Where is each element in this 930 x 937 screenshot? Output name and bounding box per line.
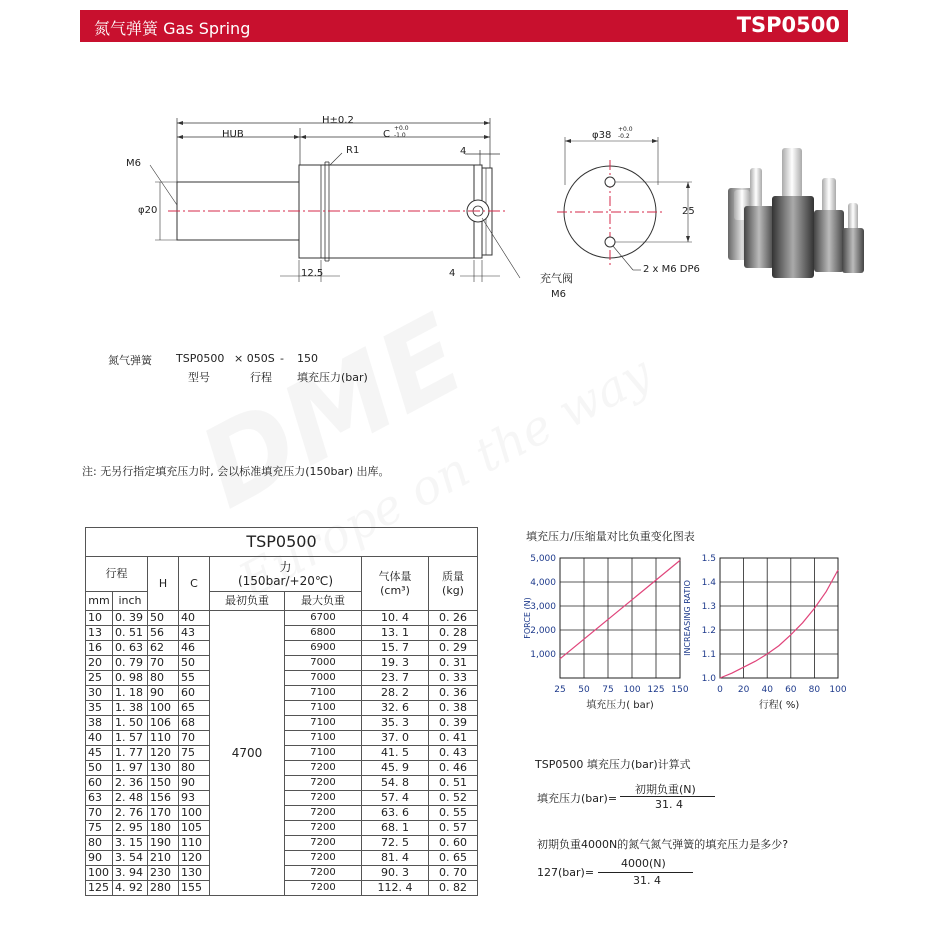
formula-lhs: 填充压力(bar)= <box>537 792 618 805</box>
table-cell: 70 <box>86 806 113 821</box>
table-cell: 130 <box>179 866 210 881</box>
table-cell: 90 <box>179 776 210 791</box>
dim-holes: 2 x M6 DP6 <box>643 264 700 275</box>
col-H: H <box>148 557 179 611</box>
table-cell: 1. 57 <box>113 731 148 746</box>
force-sub: (150bar/+20℃) <box>237 574 333 588</box>
formula-title: TSP0500 填充压力(bar)计算式 <box>535 758 691 771</box>
table-cell: 7200 <box>285 806 362 821</box>
table-cell: 0. 26 <box>429 611 478 626</box>
table-cell: 13 <box>86 626 113 641</box>
table-cell: 60 <box>86 776 113 791</box>
table-row <box>86 611 478 626</box>
table-cell: 120 <box>148 746 179 761</box>
col-force <box>210 557 362 592</box>
table-cell: 170 <box>148 806 179 821</box>
table-cell: 32. 6 <box>362 701 429 716</box>
table-cell: 190 <box>148 836 179 851</box>
table-cell: 63. 6 <box>362 806 429 821</box>
dim-R1: R1 <box>346 145 360 156</box>
example-lhs: 127(bar)= <box>537 866 595 879</box>
y-tick-label: 3,000 <box>530 602 556 612</box>
force-label: 力 <box>279 560 292 574</box>
table-cell: 100 <box>148 701 179 716</box>
col-inch: inch <box>113 592 148 611</box>
table-cell: 68. 1 <box>362 821 429 836</box>
table-cell: 7000 <box>285 656 362 671</box>
table-cell: 0. 51 <box>113 626 148 641</box>
table-cell: 75 <box>86 821 113 836</box>
table-cell: 120 <box>179 851 210 866</box>
table-cell: 0. 82 <box>429 881 478 896</box>
table-cell: 3. 94 <box>113 866 148 881</box>
volume-unit: (cm³) <box>380 583 410 597</box>
dim-C: C <box>383 129 390 140</box>
table-cell: 60 <box>179 686 210 701</box>
table-cell: 100 <box>179 806 210 821</box>
table-cell: 6900 <box>285 641 362 656</box>
table-cell: 155 <box>179 881 210 896</box>
table-cell: 0. 29 <box>429 641 478 656</box>
dim-d38-tol-top: +0.0 <box>618 126 633 133</box>
y-tick-label: 1.0 <box>701 674 716 684</box>
table-cell: 75 <box>179 746 210 761</box>
valve-label: 充气阀 <box>540 272 573 285</box>
chart-section-title: 填充压力/压缩量对比负重变化图表 <box>526 530 695 543</box>
table-cell: 62 <box>148 641 179 656</box>
order-label-pressure: 填充压力(bar) <box>297 371 368 384</box>
order-dash: - <box>280 352 284 365</box>
col-max-force: 最大负重 <box>285 592 362 611</box>
example-denominator: 31. 4 <box>633 874 661 887</box>
x-tick-label: 40 <box>761 685 773 695</box>
table-cell: 0. 33 <box>429 671 478 686</box>
order-name: 氮气弹簧 <box>108 354 152 367</box>
table-cell: 0. 70 <box>429 866 478 881</box>
table-cell: 70 <box>148 656 179 671</box>
formula-fraction-bar <box>620 796 715 797</box>
x-tick-label: 20 <box>737 685 750 695</box>
y-tick-label: 2,000 <box>530 626 556 636</box>
dim-C-tol-bot: -1.0 <box>394 132 406 139</box>
y-axis-label: INCREASING RATIO <box>683 580 692 656</box>
y-tick-label: 1.4 <box>701 578 716 588</box>
table-cell: 70 <box>179 731 210 746</box>
table-cell: 0. 39 <box>429 716 478 731</box>
table-cell: 0. 31 <box>429 656 478 671</box>
table-cell: 7100 <box>285 716 362 731</box>
table-cell: 230 <box>148 866 179 881</box>
table-cell: 110 <box>179 836 210 851</box>
mass-unit: (kg) <box>442 583 464 597</box>
plot-frame <box>560 558 680 678</box>
x-tick-label: 50 <box>578 685 590 695</box>
table-cell: 7000 <box>285 671 362 686</box>
dim-C-tol-top: +0.0 <box>394 125 409 132</box>
dim-4-top: 4 <box>460 146 467 157</box>
end-view-drawing <box>545 125 715 285</box>
table-cell: 35. 3 <box>362 716 429 731</box>
table-cell: 90. 3 <box>362 866 429 881</box>
table-cell: 0. 41 <box>429 731 478 746</box>
table-cell: 0. 28 <box>429 626 478 641</box>
table-cell: 80 <box>148 671 179 686</box>
table-cell: 41. 5 <box>362 746 429 761</box>
table-cell: 7100 <box>285 746 362 761</box>
example-fraction-bar <box>598 872 693 873</box>
table-cell: 180 <box>148 821 179 836</box>
table-cell: 6700 <box>285 611 362 626</box>
table-cell: 0. 46 <box>429 761 478 776</box>
table-cell: 54. 8 <box>362 776 429 791</box>
dim-4-bot: 4 <box>449 268 456 279</box>
volume-label: 气体量 <box>378 569 412 583</box>
formula-denominator: 31. 4 <box>655 798 683 811</box>
table-cell: 7200 <box>285 821 362 836</box>
table-cell: 7100 <box>285 731 362 746</box>
table-cell: 1. 50 <box>113 716 148 731</box>
table-cell: 0. 38 <box>429 701 478 716</box>
table-cell: 1. 77 <box>113 746 148 761</box>
table-cell: 7100 <box>285 686 362 701</box>
table-cell: 45 <box>86 746 113 761</box>
table-cell: 0. 51 <box>429 776 478 791</box>
x-tick-label: 80 <box>808 685 821 695</box>
table-cell: 100 <box>86 866 113 881</box>
table-cell: 90 <box>86 851 113 866</box>
table-cell: 46 <box>179 641 210 656</box>
table-cell: 150 <box>148 776 179 791</box>
table-cell: 68 <box>179 716 210 731</box>
table-cell: 50 <box>179 656 210 671</box>
table-cell: 0. 79 <box>113 656 148 671</box>
spec-table <box>85 527 478 896</box>
x-axis-label: 行程( %) <box>758 700 800 711</box>
table-cell: 0. 39 <box>113 611 148 626</box>
table-cell: 80 <box>86 836 113 851</box>
table-cell: 0. 43 <box>429 746 478 761</box>
x-tick-label: 0 <box>717 685 723 695</box>
plot-frame <box>720 558 838 678</box>
table-cell: 80 <box>179 761 210 776</box>
table-cell: 106 <box>148 716 179 731</box>
y-tick-label: 1.3 <box>701 602 716 612</box>
table-cell: 37. 0 <box>362 731 429 746</box>
pressure-note: 注: 无另行指定填充压力时, 会以标准填充压力(150bar) 出库。 <box>82 465 390 478</box>
y-axis-label: FORCE (N) <box>523 597 532 639</box>
order-model: TSP0500 <box>176 352 225 365</box>
table-cell: 15. 7 <box>362 641 429 656</box>
table-cell: 93 <box>179 791 210 806</box>
table-cell: 2. 48 <box>113 791 148 806</box>
table-cell: 72. 5 <box>362 836 429 851</box>
col-C: C <box>179 557 210 611</box>
table-cell: 20 <box>86 656 113 671</box>
col-mm: mm <box>86 592 113 611</box>
init-force-cell: 4700 <box>210 611 285 896</box>
valve-m6-label: M6 <box>551 289 566 300</box>
order-label-stroke: 行程 <box>250 371 272 384</box>
table-cell: 0. 60 <box>429 836 478 851</box>
table-cell: 112. 4 <box>362 881 429 896</box>
dim-25: 25 <box>682 206 695 217</box>
table-cell: 0. 57 <box>429 821 478 836</box>
table-cell: 1. 38 <box>113 701 148 716</box>
dim-d38: φ38 <box>592 130 612 141</box>
x-tick-label: 25 <box>554 685 566 695</box>
table-cell: 280 <box>148 881 179 896</box>
table-cell: 7200 <box>285 776 362 791</box>
dim-HUB: HUB <box>222 129 244 140</box>
table-cell: 45. 9 <box>362 761 429 776</box>
table-cell: 125 <box>86 881 113 896</box>
table-cell: 2. 95 <box>113 821 148 836</box>
table-cell: 50 <box>148 611 179 626</box>
table-cell: 40 <box>86 731 113 746</box>
table-cell: 0. 65 <box>429 851 478 866</box>
table-cell: 3. 15 <box>113 836 148 851</box>
table-cell: 16 <box>86 641 113 656</box>
table-cell: 0. 63 <box>113 641 148 656</box>
table-cell: 38 <box>86 716 113 731</box>
table-cell: 7200 <box>285 791 362 806</box>
x-tick-label: 125 <box>647 685 665 695</box>
table-cell: 156 <box>148 791 179 806</box>
table-cell: 19. 3 <box>362 656 429 671</box>
table-cell: 65 <box>179 701 210 716</box>
table-cell: 25 <box>86 671 113 686</box>
col-volume <box>362 557 429 611</box>
mass-label: 质量 <box>442 569 464 583</box>
table-cell: 23. 7 <box>362 671 429 686</box>
table-cell: 81. 4 <box>362 851 429 866</box>
table-cell: 55 <box>179 671 210 686</box>
dim-H: H±0.2 <box>322 115 354 126</box>
dim-M6: M6 <box>126 158 141 169</box>
order-label-model: 型号 <box>188 371 210 384</box>
y-tick-label: 4,000 <box>530 578 556 588</box>
x-tick-label: 75 <box>602 685 614 695</box>
table-cell: 63 <box>86 791 113 806</box>
table-cell: 1. 18 <box>113 686 148 701</box>
order-stroke-part: × 050S <box>234 352 275 365</box>
table-cell: 90 <box>148 686 179 701</box>
table-cell: 7200 <box>285 866 362 881</box>
table-cell: 210 <box>148 851 179 866</box>
table-cell: 7200 <box>285 761 362 776</box>
table-cell: 35 <box>86 701 113 716</box>
table-cell: 7200 <box>285 851 362 866</box>
formula-question: 初期负重4000N的氮气氮气弹簧的填充压力是多少? <box>537 838 789 851</box>
table-cell: 7100 <box>285 701 362 716</box>
order-pressure: 150 <box>297 352 318 365</box>
table-cell: 6800 <box>285 626 362 641</box>
table-cell: 28. 2 <box>362 686 429 701</box>
col-init-force: 最初负重 <box>210 592 285 611</box>
table-cell: 3. 54 <box>113 851 148 866</box>
table-cell: 0. 98 <box>113 671 148 686</box>
table-cell: 0. 52 <box>429 791 478 806</box>
header-model-code: TSP0500 <box>736 13 840 37</box>
table-cell: 56 <box>148 626 179 641</box>
table-cell: 130 <box>148 761 179 776</box>
table-cell: 57. 4 <box>362 791 429 806</box>
ratio-stroke-chart <box>683 548 848 718</box>
table-cell: 10. 4 <box>362 611 429 626</box>
force-pressure-chart <box>510 548 690 718</box>
formula-numerator: 初期负重(N) <box>635 783 696 796</box>
x-axis-label: 填充压力( bar) <box>586 700 654 711</box>
header-title: 氮气弹簧 Gas Spring <box>94 19 251 38</box>
table-cell: 7200 <box>285 881 362 896</box>
table-cell: 50 <box>86 761 113 776</box>
dim-12-5: 12.5 <box>301 268 324 279</box>
x-tick-label: 100 <box>623 685 641 695</box>
y-tick-label: 1,000 <box>530 650 556 660</box>
dim-d20: φ20 <box>138 205 158 216</box>
y-tick-label: 1.2 <box>701 626 716 636</box>
table-cell: 43 <box>179 626 210 641</box>
product-photo <box>720 148 865 278</box>
y-tick-label: 1.1 <box>701 650 716 660</box>
table-cell: 4. 92 <box>113 881 148 896</box>
dim-d38-tol-bot: -0.2 <box>618 133 630 140</box>
table-cell: 2. 36 <box>113 776 148 791</box>
table-cell: 1. 97 <box>113 761 148 776</box>
y-tick-label: 5,000 <box>530 554 556 564</box>
table-cell: 7200 <box>285 836 362 851</box>
col-mass <box>429 557 478 611</box>
table-cell: 105 <box>179 821 210 836</box>
x-tick-label: 60 <box>785 685 797 695</box>
table-title: TSP0500 <box>86 528 478 557</box>
table-cell: 0. 36 <box>429 686 478 701</box>
table-cell: 0. 55 <box>429 806 478 821</box>
col-stroke: 行程 <box>86 557 148 592</box>
x-tick-label: 150 <box>671 685 689 695</box>
page-header <box>80 10 848 42</box>
table-cell: 110 <box>148 731 179 746</box>
table-cell: 2. 76 <box>113 806 148 821</box>
y-tick-label: 1.5 <box>701 554 716 564</box>
x-tick-label: 100 <box>829 685 847 695</box>
table-cell: 40 <box>179 611 210 626</box>
table-cell: 30 <box>86 686 113 701</box>
table-cell: 10 <box>86 611 113 626</box>
table-cell: 13. 1 <box>362 626 429 641</box>
example-numerator: 4000(N) <box>621 857 666 870</box>
